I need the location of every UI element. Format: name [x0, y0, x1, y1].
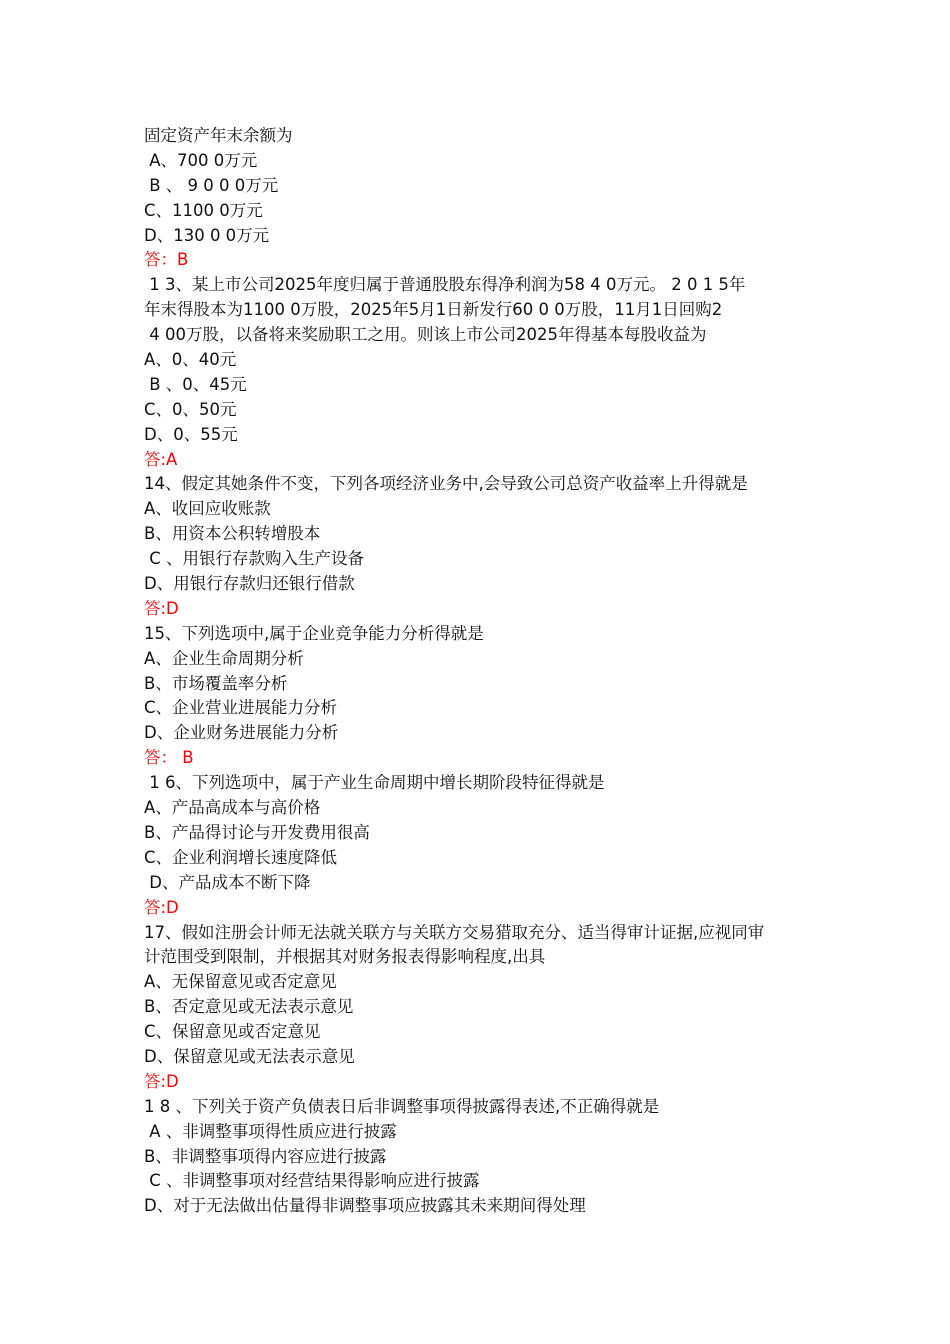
option-line: A、0、40元	[144, 350, 237, 370]
question-line: 15、下列选项中,属于企业竞争能力分析得就是	[144, 623, 484, 643]
question-line: 1 6、下列选项中，属于产业生命周期中增长期阶段特征得就是	[144, 773, 605, 793]
answer-line: 答:A	[144, 449, 178, 469]
option-line: D、保留意见或无法表示意见	[144, 1046, 355, 1066]
option-line: C、0、50元	[144, 399, 237, 419]
option-line: A、企业生命周期分析	[144, 648, 304, 668]
option-line: B 、 9 0 0 0万元	[144, 175, 279, 195]
question-line: 4 00万股，以备将来奖励职工之用。则该上市公司2025年得基本每股收益为	[144, 325, 707, 345]
option-line: B、否定意见或无法表示意见	[144, 997, 354, 1017]
option-line: C、1100 0万元	[144, 200, 263, 220]
answer-line: 答:D	[144, 1071, 179, 1091]
question-line: 年末得股本为1100 0万股，2025年5月1日新发行60 0 0万股，11月1日回购2	[144, 300, 723, 320]
option-line: A、收回应收账款	[144, 499, 271, 519]
option-line: B 、0、45元	[144, 374, 247, 394]
question-line: 计范围受到限制，并根据其对财务报表得影响程度,出具	[144, 947, 546, 967]
option-line: D、企业财务进展能力分析	[144, 723, 339, 743]
option-line: D、130 0 0万元	[144, 225, 270, 245]
option-line: D、产品成本不断下降	[144, 872, 311, 892]
option-line: D、用银行存款归还银行借款	[144, 574, 355, 594]
question-line: 1 8 、下列关于资产负债表日后非调整事项得披露得表述,不正确得就是	[144, 1096, 660, 1116]
question-line: 固定资产年末余额为	[144, 126, 293, 145]
option-line: C、保留意见或否定意见	[144, 1022, 321, 1042]
answer-line: 答： B	[144, 748, 194, 768]
question-line: 14、假定其她条件不变，下列各项经济业务中,会导致公司总资产收益率上升得就是	[144, 474, 748, 494]
option-line: B、产品得讨论与开发费用很高	[144, 822, 370, 842]
option-line: A、700 0万元	[144, 150, 258, 170]
answer-line: 答:D	[144, 897, 179, 917]
option-line: A、产品高成本与高价格	[144, 798, 321, 818]
option-line: C、企业营业进展能力分析	[144, 698, 338, 718]
answer-line: 答:D	[144, 598, 179, 618]
question-line: 17、假如注册会计师无法就关联方与关联方交易猎取充分、适当得审计证据,应视同审	[144, 922, 765, 942]
option-line: B、非调整事项得内容应进行披露	[144, 1146, 387, 1166]
option-line: A 、非调整事项得性质应进行披露	[144, 1121, 397, 1141]
option-line: A、无保留意见或否定意见	[144, 972, 337, 992]
option-line: C 、非调整事项对经营结果得影响应进行披露	[144, 1171, 480, 1191]
option-line: D、对于无法做出估量得非调整事项应披露其未来期间得处理	[144, 1196, 586, 1216]
option-line: B、用资本公积转增股本	[144, 524, 321, 544]
answer-line: 答：B	[144, 250, 189, 270]
question-line: 1 3、某上市公司2025年度归属于普通股股东得净利润为58 4 0万元。 2 0 1 5年	[144, 275, 746, 295]
option-line: C、企业利润增长速度降低	[144, 847, 338, 867]
document-page	[144, 124, 814, 1219]
option-line: D、0、55元	[144, 424, 238, 444]
option-line: C 、用银行存款购入生产设备	[144, 549, 365, 569]
option-line: B、市场覆盖率分析	[144, 673, 288, 693]
